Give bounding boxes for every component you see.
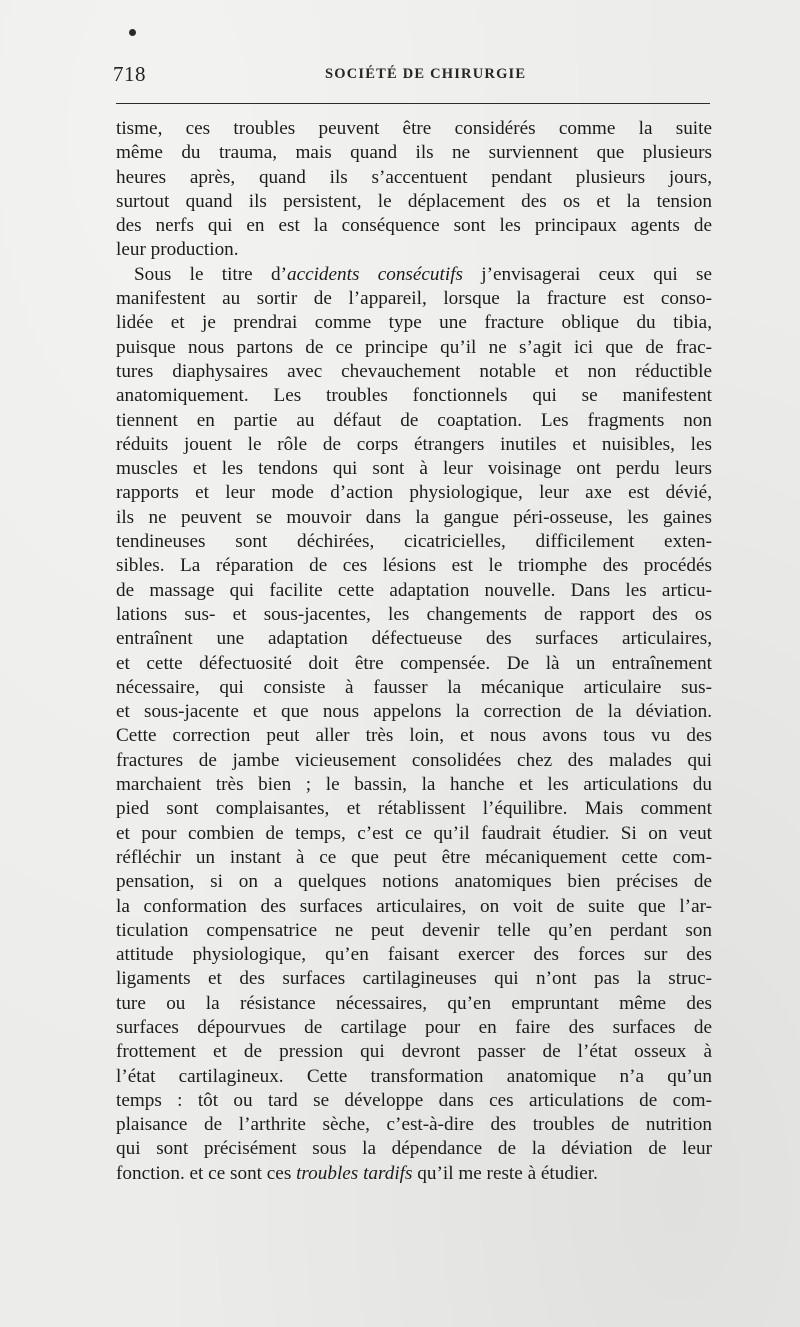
text-line (116, 1162, 712, 1186)
text-line: marchaient très bien ; le bassin, la hanche et les articulations du (116, 774, 712, 796)
text-segment: Sous le titre d’ (134, 263, 287, 285)
text-line: de massage qui facilite cette adaptation nouvelle. Dans les articu- (116, 579, 712, 601)
text-line: temps : tôt ou tard se développe dans ces articulations de com- (116, 1089, 712, 1111)
text-line: tures diaphysaires avec chevauchement notable et non réductible (116, 360, 712, 382)
text-line: anatomiquement. Les troubles fonctionnels qui se manifestent (116, 385, 712, 407)
text-segment: fonction. et ce sont ces (116, 1162, 297, 1184)
text-line: muscles et les tendons qui sont à leur voisinage ont perdu leurs (116, 458, 712, 480)
text-line: tiennent en partie au défaut de coaptation. Les fragments non (116, 409, 712, 431)
text-line: heures après, quand ils s’accentuent pendant plusieurs jours, (116, 166, 712, 188)
text-line: fractures de jambe vicieusement consolidées chez des malades qui (116, 749, 712, 771)
text-segment: qu’il me reste à étudier. (412, 1162, 598, 1184)
text-line (116, 263, 712, 287)
text-line: surtout quand ils persistent, le déplacement des os et la tension (116, 190, 712, 212)
text-line: sibles. La réparation de ces lésions est le triomphe des procédés (116, 555, 712, 577)
text-line: plaisance de l’arthrite sèche, c’est-à-dire des troubles de nutrition (116, 1114, 712, 1136)
text-line: ture ou la résistance nécessaires, qu’en empruntant même des (116, 992, 712, 1014)
text-line: et sous-jacente et que nous appelons la correction de la déviation. (116, 701, 712, 723)
ink-speck (129, 29, 136, 36)
text-line: même du trauma, mais quand ils ne surviennent que plusieurs (116, 142, 712, 164)
text-line: lidée et je prendrai comme type une fracture oblique du tibia, (116, 312, 712, 334)
body-text (116, 117, 712, 1186)
text-line: qui sont précisément sous la dépendance de la déviation de leur (116, 1138, 712, 1160)
italic-phrase: troubles tardifs (296, 1162, 413, 1184)
text-line: tendineuses sont déchirées, cicatricielles, difficilement exten- (116, 531, 712, 553)
text-line: frottement et de pression qui devront passer de l’état osseux à (116, 1041, 712, 1063)
text-line: lations sus- et sous-jacentes, les changements de rapport des os (116, 603, 712, 625)
text-line: tisme, ces troubles peuvent être considérés comme la suite (116, 118, 712, 139)
italic-phrase: accidents consécutifs (286, 263, 463, 285)
text-line: rapports et leur mode d’action physiologique, leur axe est dévié, (116, 482, 712, 504)
text-line: entraînent une adaptation défectueuse des surfaces articulaires, (116, 628, 712, 650)
text-line: attitude physiologique, qu’en faisant exercer des forces sur des (116, 944, 712, 966)
running-title: SOCIÉTÉ DE CHIRURGIE (325, 66, 527, 82)
text-line: pensation, si on a quelques notions anatomiques bien précises de (116, 871, 712, 893)
text-line: réduits jouent le rôle de corps étrangers inutiles et nuisibles, les (116, 433, 712, 455)
text-line: la conformation des surfaces articulaires, on voit de suite que l’ar- (116, 895, 712, 917)
text-line: pied sont complaisantes, et rétablissent l’équilibre. Mais comment (116, 798, 712, 820)
text-line: surfaces dépourvues de cartilage pour en faire des surfaces de (116, 1016, 712, 1038)
text-line: réfléchir un instant à ce que peut être mécaniquement cette com- (116, 846, 712, 868)
page-number: 718 (113, 62, 146, 86)
text-line: puisque nous partons de ce principe qu’il ne s’agit ici que de frac- (116, 336, 712, 358)
text-line: ligaments et des surfaces cartilagineuses qui n’ont pas la struc- (116, 968, 712, 990)
text-line: l’état cartilagineux. Cette transformation anatomique n’a qu’un (116, 1065, 712, 1087)
text-line: nécessaire, qui consiste à fausser la mécanique articulaire sus- (116, 676, 712, 698)
text-line: ils ne peuvent se mouvoir dans la gangue péri-osseuse, les gaines (116, 506, 712, 528)
text-line: ticulation compensatrice ne peut devenir telle qu’en perdant son (116, 919, 712, 941)
text-line: Cette correction peut aller très loin, et nous avons tous vu des (116, 725, 712, 747)
text-line: et pour combien de temps, c’est ce qu’il faudrait étudier. Si on veut (116, 822, 712, 844)
text-segment: j’envisagerai ceux qui se (463, 263, 713, 285)
text-line: des nerfs qui en est la conséquence sont les principaux agents de (116, 215, 712, 237)
text-line: et cette défectuosité doit être compensée. De là un entraînement (116, 652, 712, 674)
text-line: leur production. (116, 239, 239, 261)
text-line: manifestent au sortir de l’appareil, lorsque la fracture est conso- (116, 288, 712, 310)
header-rule (116, 103, 710, 104)
